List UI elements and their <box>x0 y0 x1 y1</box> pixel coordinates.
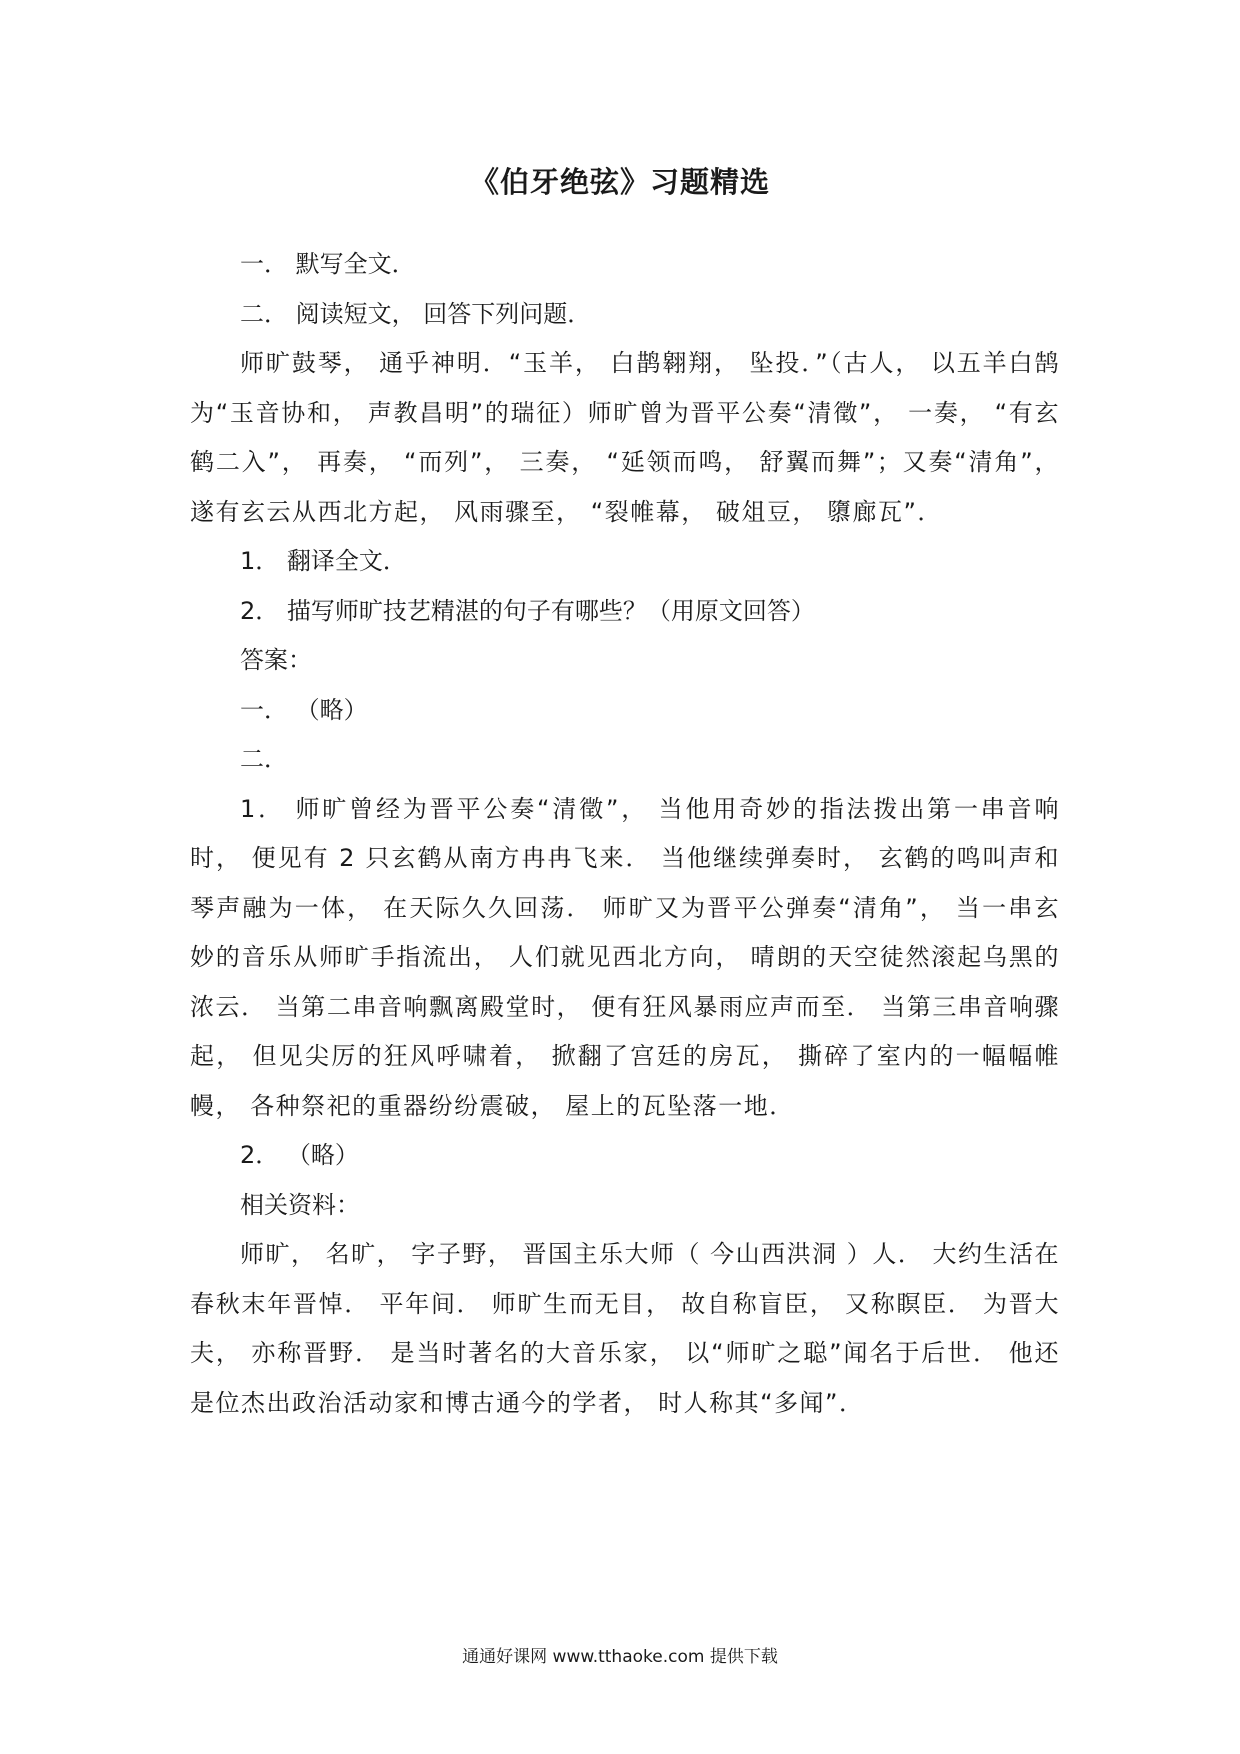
sub-question-2: 2． 描写师旷技艺精湛的句子有哪些？（用原文回答） <box>240 596 815 625</box>
page-title: 《伯牙绝弦》习题精选 <box>469 165 770 199</box>
document-body <box>190 240 1060 1428</box>
answer-1: 一． （略） <box>240 695 368 724</box>
question-1: 一． 默写全文． <box>240 250 416 278</box>
question-2: 二． 阅读短文， 回答下列问题． <box>240 299 592 328</box>
reference-label: 相关资料： <box>240 1190 360 1219</box>
footer-source: 通通好课网 www.tthaoke.com 提供下载 <box>462 1647 778 1667</box>
sub-question-1: 1． 翻译全文． <box>240 547 407 575</box>
answer-2: 二． <box>240 745 288 773</box>
answer-2-1: 1． 师旷曾经为晋平公奏“清徵”， 当他用奇妙的指法拨出第一串音响时， 便见有 2 只玄鹤从南方冉冉飞来． 当他继续弹奏时， 玄鹤的鸣叫声和琴声融为一体， 在天际久久回荡． 师旷又为晋平公弹奏“清角”， 当一串玄妙的音乐从师旷手指流出， 人们就见西北方向， 晴朗的天空徒然滚起乌黑的浓云． 当第二串音响飘离殿堂时， 便有狂风暴雨应声而至． 当第三串音响骤起， 但见尖厉的狂风呼啸着， 掀翻了宫廷的房瓦， 撕碎了室内的一幅幅帷幔， 各种祭祀的重器纷纷震破， 屋上的瓦坠落一地． <box>190 794 1060 1120</box>
answer-2-2: 2． （略） <box>240 1141 359 1169</box>
reference-text: 师旷， 名旷， 字子野， 晋国主乐大师（ 今山西洪洞 ）人． 大约生活在春秋末年晋悼． 平年间． 师旷生而无目， 故自称盲臣， 又称瞑臣． 为晋大夫， 亦称晋野． 是当时著名的大音乐家， 以“师旷之聪”闻名于后世． 他还是位杰出政治活动家和博古通今的学者， 时人称其“多闻”． <box>190 1240 1060 1417</box>
answer-label: 答案： <box>240 646 312 674</box>
reading-passage: 师旷鼓琴， 通乎神明．“玉羊， 白鹊翱翔， 坠投．”（古人， 以五羊白鹄为“玉音协和， 声教昌明”的瑞征）师旷曾为晋平公奏“清徵”， 一奏， “有玄鹤二入”， 再奏， “而列”， 三奏， “延领而鸣， 舒翼而舞”；又奏“清角”， 遂有玄云从西北方起， 风雨骤至， “裂帷幕， 破俎豆， 隳廊瓦”． <box>190 349 1060 526</box>
